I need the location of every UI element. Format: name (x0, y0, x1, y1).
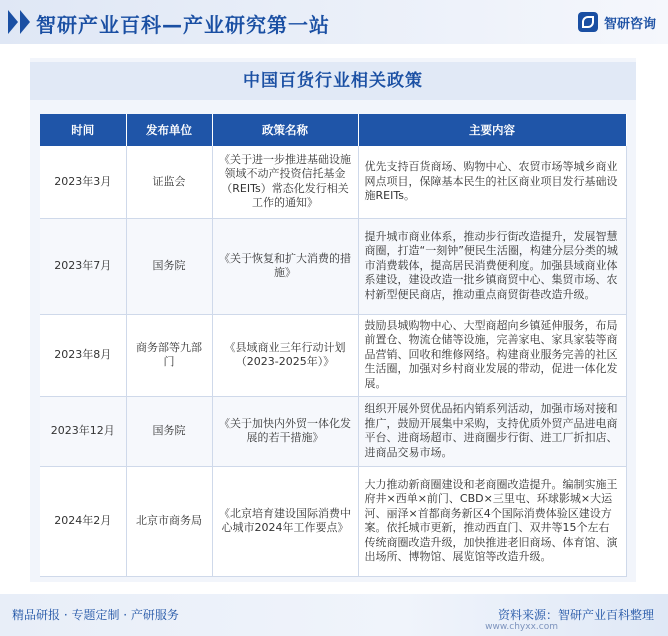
chevron-right-icon (20, 10, 30, 34)
table-header-row (40, 114, 626, 146)
brand-logo (578, 12, 656, 32)
footer-source: 资料来源：智研产业百科整理 (497, 608, 654, 622)
cell-content: 优先支持百货商场、购物中心、农贸市场等城乡商业网点项目，保障基本民生的社区商业项目发行基础设施REITs。 (358, 146, 626, 218)
col-header-time: 时间 (40, 114, 126, 146)
cell-time: 2023年12月 (40, 396, 126, 466)
logo-text: 智研咨询 (603, 16, 656, 32)
cell-time: 2023年8月 (40, 314, 126, 396)
cell-policy-name: 《关于加快内外贸一体化发展的若干措施》 (212, 396, 358, 466)
table-row (40, 146, 626, 218)
cell-policy-name: 《关于进一步推进基础设施领域不动产投资信托基金（REITs）常态化发行相关工作的通知》 (212, 146, 358, 218)
cell-time: 2023年7月 (40, 218, 126, 314)
table-row (40, 396, 626, 466)
page-footer (0, 594, 668, 636)
cell-policy-name: 《县域商业三年行动计划（2023-2025年）》 (212, 314, 358, 396)
cell-unit: 商务部等九部门 (126, 314, 212, 396)
col-header-content: 主要内容 (358, 114, 626, 146)
table-row (40, 218, 626, 314)
cell-content: 鼓励县城购物中心、大型商超向乡镇延伸服务，布局前置仓、物流仓储等设施，完善家电、家具家装等商品营销、回收和维修网络。构建商业服务完善的社区生活圈，加强对乡村商业发展的带动，促进一体化发展。 (358, 314, 626, 396)
cell-time: 2023年3月 (40, 146, 126, 218)
cell-unit: 证监会 (126, 146, 212, 218)
cell-policy-name: 《关于恢复和扩大消费的措施》 (212, 218, 358, 314)
policy-table (40, 114, 627, 577)
table-row (40, 466, 626, 576)
cell-policy-name: 《北京培育建设国际消费中心城市2024年工作要点》 (212, 466, 358, 576)
cell-content: 提升城市商业体系，推动步行街改造提升，发展智慧商圈，打造“一刻钟”便民生活圈，构建分层分类的城市消费载体，提高居民消费便利度。加强县域商业体系建设，建设改造一批乡镇商贸中心、集贸市场、农村新型便民商店，推动重点商贸街巷改造升级。 (358, 218, 626, 314)
chevron-right-icon (8, 10, 18, 34)
footer-url: www.chyxx.com (485, 622, 558, 632)
table-title: 中国百货行业相关政策 (30, 62, 636, 100)
cell-unit: 北京市商务局 (126, 466, 212, 576)
table-row (40, 314, 626, 396)
page-header (0, 0, 668, 44)
col-header-name: 政策名称 (212, 114, 358, 146)
cell-time: 2024年2月 (40, 466, 126, 576)
cell-unit: 国务院 (126, 218, 212, 314)
content-panel (30, 58, 636, 582)
footer-services: 精品研报 · 专题定制 · 产研服务 (12, 608, 179, 622)
cell-content: 大力推动新商圈建设和老商圈改造提升。编制实施王府井×西单×前门、CBD×三里屯、环球影城×大运河、丽泽×首都商务新区4个国际消费体验区建设方案。依托城市更新，推动西直门、双井等15个左右传统商圈改造升级，加快推进老旧商场、体育馆、演出场所、博物馆、展览馆等改造升级。 (358, 466, 626, 576)
cell-unit: 国务院 (126, 396, 212, 466)
col-header-unit: 发布单位 (126, 114, 212, 146)
logo-icon (578, 12, 598, 32)
site-title: 智研产业百科—产业研究第一站 (36, 13, 330, 37)
cell-content: 组织开展外贸优品拓内销系列活动，加强市场对接和推广，鼓励开展集中采购，支持优质外贸产品进电商平台、进商场超市、进商圈步行街、进工厂折扣店、进商品交易市场。 (358, 396, 626, 466)
